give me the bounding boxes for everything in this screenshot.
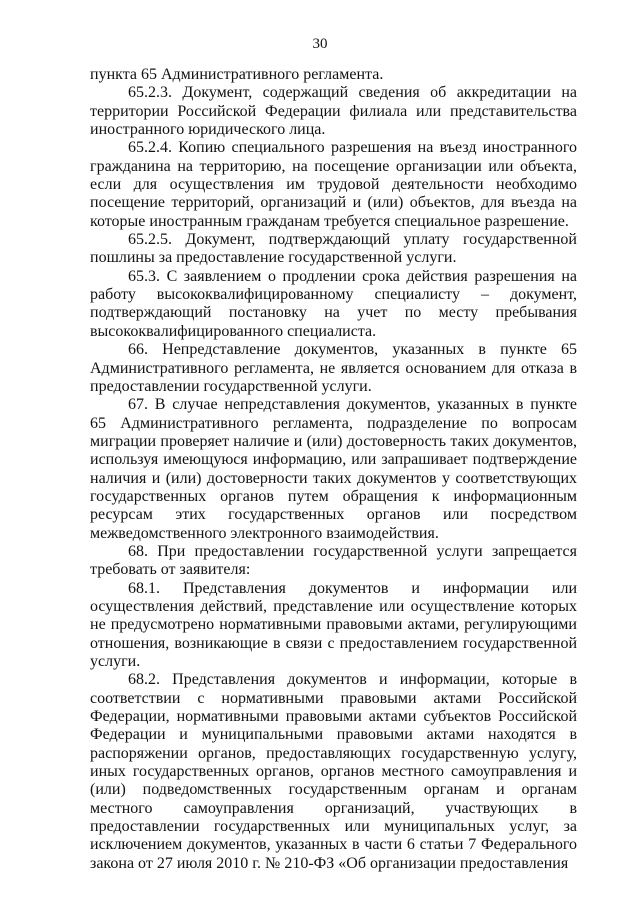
page-number: 30 xyxy=(312,36,328,52)
document-body xyxy=(90,66,577,873)
paragraph-66: 66. Непредставление документов, указанных в пункте 65 Административного регламента, не является основанием для отказа в предоставлении государственной услуги. xyxy=(90,341,577,395)
paragraph-65-2-3: 65.2.3. Документ, содержащий сведения об аккредитации на территории Российской Федерации филиала или представительства иностранного юридического лица. xyxy=(90,84,577,139)
paragraph-67: 67. В случае непредставления документов, указанных в пункте 65 Административного регламента, подразделение по вопросам миграции проверяет наличие и (или) достоверность таких документов, используя имеющуюся информацию, или запрашивает подтверждение наличия и (или) достоверности таких документов у соответствующих государственных органов путем обращения к информационным ресурсам этих государственных органов или посредством межведомственного электронного взаимодействия. xyxy=(90,396,577,542)
paragraph-continuation: пункта 65 Административного регламента. xyxy=(90,66,384,83)
paragraph-65-2-4: 65.2.4. Копию специального разрешения на въезд иностранного гражданина на территорию, на посещение организации или объекта, если для осуществления им трудовой деятельности необходимо посещение территорий, организаций и (или) объектов, для въезда на которые иностранным гражданам требуется специальное разрешение. xyxy=(90,139,577,230)
paragraph-68: 68. При предоставлении государственной услуги запрещается требовать от заявителя: xyxy=(90,542,577,579)
paragraph-65-3: 65.3. С заявлением о продлении срока действия разрешения на работу высококвалифицированному специалисту – документ, подтверждающий постановку на учет по месту пребывания высококвалифицированного специалиста. xyxy=(90,267,577,340)
paragraph-65-2-5: 65.2.5. Документ, подтверждающий уплату государственной пошлины за предоставление государственной услуги. xyxy=(90,231,577,267)
paragraph-68-2: 68.2. Представления документов и информации, которые в соответствии с нормативными правовыми актами Российской Федерации, нормативными правовыми актами субъектов Российской Федерации и муниципальными правовыми актами находятся в распоряжении органов, предоставляющих государственную услугу, иных государственных органов, органов местного самоуправления и (или) подведомственных государственным органам и органам местного самоуправления организаций, участвующих в предоставлении государственных или муниципальных услуг, за исключением документов, указанных в части 6 статьи 7 Федерального закона от 27 июля 2010 г. № 210-ФЗ «Об организации предоставления xyxy=(90,671,577,872)
paragraph-68-1: 68.1. Представления документов и информации или осуществления действий, представление или осуществление которых не предусмотрено нормативными правовыми актами, регулирующими отношения, возникающие в связи с предоставлением государственной услуги. xyxy=(90,579,577,670)
